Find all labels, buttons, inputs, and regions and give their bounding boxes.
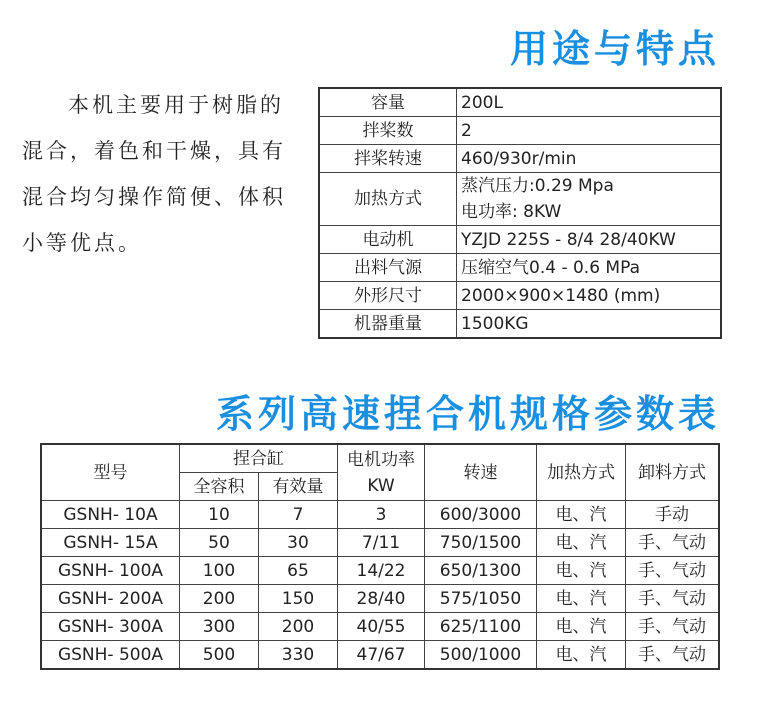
table-cell: 手动 [626,501,720,529]
table-cell: GSNH- 300A [41,613,180,641]
table-cell: 200 [259,613,338,641]
params-table [40,443,720,670]
spec-row [319,117,721,145]
table-cell: GSNH- 15A [41,529,180,557]
spec-value [457,282,722,310]
table-cell: 7 [259,501,338,529]
spec-value-line: 2000×900×1480 (mm) [461,285,661,306]
spec-key: 外形尺寸 [319,282,457,310]
table-cell: 65 [259,557,338,585]
table-cell: 14/22 [338,557,425,585]
table-cell: 300 [180,613,259,641]
spec-value [457,145,722,173]
table-cell: 500 [180,641,259,670]
spec-key: 机器重量 [319,310,457,339]
spec-value-line: 蒸汽压力:0.29 Mpa [461,176,614,196]
table-cell: 28/40 [338,585,425,613]
table-cell: GSNH- 10A [41,501,180,529]
header-model: 型号 [41,444,180,501]
table-cell: GSNH- 500A [41,641,180,670]
table-cell: 手、气动 [626,641,720,670]
spec-value [457,310,722,339]
table-cell: 电、汽 [537,613,626,641]
spec-key: 拌桨转速 [319,145,457,173]
spec-key: 拌桨数 [319,117,457,145]
spec-params-title: 系列高速捏合机规格参数表 [215,392,720,436]
spec-key: 容量 [319,88,457,117]
table-cell: 电、汽 [537,641,626,670]
spec-key: 出料气源 [319,254,457,282]
header-discharge: 卸料方式 [626,444,720,501]
spec-value [457,88,722,117]
table-cell: GSNH- 100A [41,557,180,585]
intro-paragraph: 本机主要用于树脂的混合，着色和干燥，具有混合均匀操作简便、体积小等优点。 [22,93,286,255]
table-cell: 7/11 [338,529,425,557]
table-cell: 40/55 [338,613,425,641]
spec-row [319,145,721,173]
spec-value-line: 460/930r/min [461,148,577,169]
spec-row [319,310,721,339]
header-tank: 捏合缸 [180,444,338,473]
table-cell: 650/1300 [425,557,537,585]
spec-table [318,87,722,339]
table-cell: GSNH- 200A [41,585,180,613]
table-cell: 750/1500 [425,529,537,557]
table-row [41,501,719,529]
table-cell: 电、汽 [537,585,626,613]
spec-value [457,226,722,254]
table-cell: 手、气动 [626,585,720,613]
spec-value-line: 1500KG [461,313,529,334]
table-cell: 600/3000 [425,501,537,529]
header-motor-power [338,444,425,501]
spec-key: 加热方式 [319,173,457,226]
spec-value [457,117,722,145]
table-cell: 电、汽 [537,501,626,529]
header-effective-volume: 有效量 [259,473,338,501]
table-cell: 500/1000 [425,641,537,670]
spec-value-line: 200L [461,92,503,113]
table-cell: 电、汽 [537,557,626,585]
header-heating: 加热方式 [537,444,626,501]
table-cell: 100 [180,557,259,585]
table-cell: 手、气动 [626,529,720,557]
spec-row [319,254,721,282]
spec-row [319,173,721,226]
table-cell: 3 [338,501,425,529]
header-motor-power-label: 电机功率 [347,449,415,470]
header-motor-power-unit: KW [367,475,395,496]
spec-value [457,173,722,226]
table-cell: 150 [259,585,338,613]
table-row [41,557,719,585]
table-cell: 330 [259,641,338,670]
table-cell: 575/1050 [425,585,537,613]
header-total-volume: 全容积 [180,473,259,501]
spec-row [319,226,721,254]
table-cell: 47/67 [338,641,425,670]
table-cell: 200 [180,585,259,613]
spec-value [457,254,722,282]
table-row [41,529,719,557]
table-cell: 手、气动 [626,613,720,641]
usage-features-title: 用途与特点 [509,27,720,71]
table-row [41,641,719,670]
table-row [41,613,719,641]
table-row [41,585,719,613]
spec-key: 电动机 [319,226,457,254]
spec-row [319,88,721,117]
header-speed: 转速 [425,444,537,501]
table-cell: 手、气动 [626,557,720,585]
spec-value-line: 电功率: 8KW [461,202,562,222]
spec-value-line: 压缩空气0.4 - 0.6 MPa [461,257,640,278]
spec-value-line: YZJD 225S - 8/4 28/40KW [461,229,676,250]
table-cell: 电、汽 [537,529,626,557]
table-cell: 50 [180,529,259,557]
spec-value-line: 2 [461,120,472,141]
spec-row [319,282,721,310]
table-cell: 625/1100 [425,613,537,641]
table-cell: 30 [259,529,338,557]
table-cell: 10 [180,501,259,529]
